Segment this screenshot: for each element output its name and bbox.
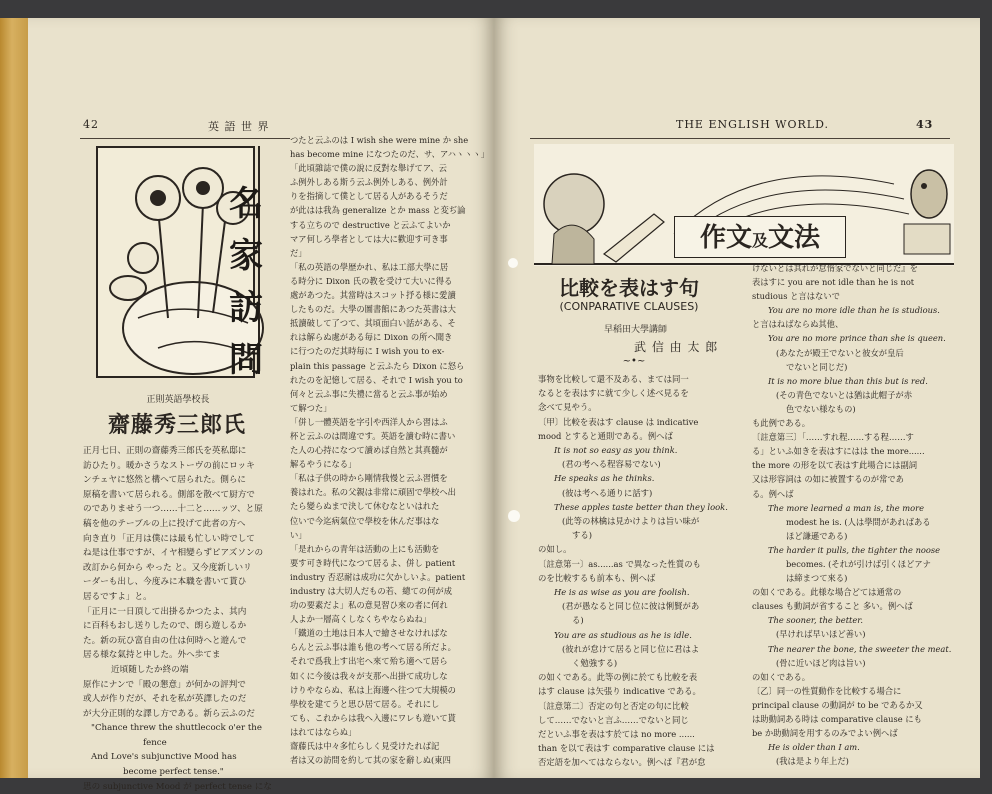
text-line: ね是は仕事ですが、イヤ相變らずピアズソンの: [83, 548, 264, 559]
text-line: principal clause の動詞が to be であるか又: [752, 699, 923, 710]
paper-hole: [508, 510, 520, 522]
text-line: 〔註意第三〕「……すれ程……する程……す: [752, 432, 914, 443]
text-line: つたと云ふのは I wish she were mine か she: [290, 135, 469, 145]
right-running-head: THE ENGLISH WORLD.: [676, 118, 830, 131]
right-column-2: [752, 261, 970, 768]
text-line: It is not so easy as you think.: [554, 445, 678, 456]
text-line: mood とすると通則である。例へば: [538, 430, 673, 441]
feature-title-char: 家: [229, 236, 263, 276]
text-line: て解つた」: [290, 402, 332, 413]
text-line: 學校を建てうと思ひ居て居る。それにし: [290, 698, 440, 709]
text-line: する): [572, 530, 593, 541]
text-line: 色でない様なもの): [786, 403, 856, 414]
article-subtitle: (CONPARATIVE CLAUSES): [559, 300, 699, 313]
text-line: する立ちので destructive と云ふてよいか: [290, 219, 451, 230]
text-line: 近頃随したか終の端: [111, 664, 189, 675]
text-line: た人の心持になつて讀めば自然と其真髓が: [290, 445, 448, 456]
text-line: 居るですよ」と。: [83, 591, 152, 602]
text-line: の如くである。此様な場合どては通常の: [752, 587, 902, 598]
text-line: れたのを記憶して居る、それで I wish you to: [290, 374, 463, 385]
text-line: 位いで今迄病氣位で學校を休んだ事はな: [290, 515, 440, 526]
right-column-1: [538, 372, 746, 770]
left-page-number: 42: [83, 118, 99, 131]
text-line: 念べて見やう。: [538, 402, 597, 413]
text-line: 〔註意第二〕否定の句と否定の句に比較: [538, 700, 689, 711]
text-line: れは解らぬ處がある毎に Dixon の所へ聞き: [290, 332, 453, 343]
text-line: The sooner, the better.: [768, 615, 863, 626]
text-line: 或人が作りだが、それを私が英譯したのだ: [83, 694, 247, 705]
text-line: したものだ。大學の圖書館にあつた英書は大: [290, 304, 456, 315]
text-line: (君が愚なると同じ位に彼は悧賢があ: [562, 601, 700, 612]
text-line: modest he is. (人は學問があればある: [786, 516, 931, 527]
text-line: You are no more prince than she is queen.: [768, 333, 946, 344]
text-line: だといふ事を表はす於ては no more ......: [538, 729, 695, 740]
right-page-number: 43: [916, 118, 934, 131]
section-banner: [534, 144, 954, 266]
text-line: 思の subjunctive Mood が perfect tense にな: [83, 781, 272, 792]
text-line: は締まつて來る): [786, 573, 848, 584]
feature-title-char: 名: [229, 184, 263, 224]
text-line: 否定語を加へてはならない。例へば『君が怠: [538, 757, 706, 768]
text-line: You are as studious as he is idle.: [554, 629, 692, 640]
text-line: が大分正則的な譯し方である。新ら云ふのだ: [83, 708, 255, 719]
text-line: 要す可き時代になつて居るよ、併し patient: [290, 557, 456, 568]
text-line: (彼は考へる通りに話す): [562, 487, 653, 498]
text-line: 處があつた。其當時はスコット抒る様に愛讀: [290, 290, 456, 301]
text-line: 如くに今後は我々が支那へ出掛て成功しな: [290, 670, 448, 681]
text-line: 事物を比較して還不及ある、まては同一: [538, 374, 689, 384]
text-line: が此はは我為 generalize とか mass と変ぢ論: [290, 205, 466, 216]
feature-title-char: 問: [229, 340, 263, 380]
text-line: studious と言はないで: [752, 291, 840, 302]
section-title-part: 作文: [699, 223, 752, 253]
text-line: He speaks as he thinks.: [554, 473, 655, 484]
text-line: 〔甲〕比較を表はす clause は indicative: [538, 416, 699, 427]
text-line: The harder it pulls, the tighter the noose: [768, 544, 941, 555]
text-line: る): [572, 615, 584, 626]
text-line: る」といふ如きを表はすにはは the more......: [752, 446, 925, 457]
text-line: 齋藤氏は中々多忙らしく見受けたれば記: [290, 741, 440, 752]
section-title-part: 及: [751, 231, 768, 250]
author-affiliation: 早稻田大學講師: [604, 325, 668, 335]
text-line: ーダーも出し、今度みに本職を書いて貰ひ: [83, 577, 247, 588]
text-line: る時分に Dixon 氏の教を受けて大いに得る: [290, 275, 453, 286]
text-line: 表はすに you are not idle than he is not: [752, 277, 915, 288]
text-line: る。例へば: [752, 488, 794, 499]
text-line: ても、これからは我へ入邊にワレも遊いて貰: [290, 712, 456, 723]
text-line: (その青色でないとは猶は此帽子が赤: [776, 389, 912, 400]
left-header-rule: [80, 138, 290, 139]
text-line: 又は形容詞は の如に被置するのが常であ: [752, 474, 904, 485]
text-line: りを指摘して僕として居る人があるそうだ: [290, 191, 448, 202]
text-line: 解るやうになる」: [290, 459, 357, 470]
text-line: These apples taste better than they look.: [554, 501, 728, 512]
text-line: 正月七日、正則の齋藤秀三郎氏を英私邸に: [83, 446, 247, 456]
text-line: は助動詞ある時は comparative clause にも: [752, 714, 922, 724]
text-line: して……でないと言ふ……でないと同じ: [538, 714, 689, 725]
text-line: And Love's subjunctive Mood has: [91, 752, 237, 763]
left-running-head: 英 語 世 界: [208, 120, 270, 133]
text-line: The nearer the bone, the sweeter the meat.: [768, 643, 952, 654]
text-line: い」: [290, 529, 307, 540]
text-line: 居る様な氣持と申した。外へ歩てま: [83, 650, 221, 661]
text-line: 「是れからの青年は活動の上にも活動を: [290, 543, 440, 554]
text-line: industry は大切人だもの若、總ての何が成: [290, 586, 452, 596]
text-line: (彼れが怠けて居ると同じ位に君はよ: [562, 643, 700, 654]
text-line: 「鐵道の土地は日本人で繪させなければな: [290, 628, 448, 639]
subject-affiliation: 正則英語學校長: [146, 395, 210, 405]
text-line: become perfect tense.": [123, 767, 224, 778]
text-line: 向き直り「正月は僕には最も忙しい時でして: [83, 533, 255, 544]
right-page: [494, 18, 980, 778]
text-line: 訪ひたり。暖かさうなストーヴの前にロッキ: [83, 460, 255, 471]
text-line: (骨に近いほど肉は旨い): [776, 657, 866, 668]
right-header-rule: [530, 138, 950, 139]
author-name: 武 信 由 太 郎: [634, 340, 719, 354]
ornament: ~•~: [622, 356, 646, 367]
left-page: [28, 18, 494, 792]
text-line: た。新の玩ひ富自由の仕は何時へと遊んで: [83, 635, 247, 646]
text-line: たら變らぬまで決して休むなといはれた: [290, 501, 440, 512]
text-line: 何々と云ふ事に失禮に當ると云ふ事が始め: [290, 388, 448, 399]
text-line: けないとは其れが怠惰家でないと同じだ』を: [752, 263, 918, 273]
text-line: plain this passage と云ふたら Dixon に怒ら: [290, 360, 465, 371]
text-line: He is older than I am.: [768, 742, 860, 753]
text-line: のを比較するも前本も、例へば: [538, 572, 656, 583]
text-line: 抵讀破して了つて、其頃面白い話がある、そ: [290, 318, 456, 329]
text-line: 功の要素だよ」私の意見習ひ來の者に何れ: [290, 600, 448, 611]
text-line: 〔乙〕同一の性質動作を比較する場合に: [752, 685, 902, 696]
section-title-part: 文法: [768, 223, 821, 253]
text-line: も此例である。: [752, 418, 811, 429]
text-line: (早ければ早いほど善い): [776, 629, 866, 640]
left-column-1: [83, 444, 289, 794]
text-line: You are no more idle than he is studious.: [768, 305, 940, 316]
text-line: けりやならぬ、私は上海邊へ往つて大規模の: [290, 684, 456, 695]
text-line: (君の考へる程容易でない): [562, 459, 661, 470]
text-line: 〔註意第一〕as......as で異なった性質のも: [538, 558, 701, 569]
text-line: 杯と云ふのは間違です。英語を讀む時に書い: [290, 430, 456, 441]
text-line: (我は是より年上だ): [776, 756, 849, 767]
text-line: 原稿を書いて居られる。側部を散べて厨方で: [83, 489, 255, 500]
text-line: 「此頃雜誌で僕の說に反對な舉げてア、云: [290, 163, 447, 174]
text-line: ふ例外しある斯う云ふ例外しある、例外計: [290, 177, 448, 188]
text-line: the more の形を以て表はす此場合には副詞: [752, 460, 918, 471]
text-line: industry 否忍耐は成功に欠かしいよ。patient: [290, 571, 466, 582]
text-line: 「私は子供の時から剛情我慢と云ふ習慣を: [290, 473, 448, 484]
feature-title-vertical: [226, 178, 266, 386]
text-line: It is no more blue than this but is red.: [768, 375, 928, 386]
text-line: clauses も動詞が省すること 多い。例へば: [752, 601, 913, 612]
feature-title-char: 訪: [229, 288, 263, 328]
text-line: 人よか一層高くしなくちやならぬね」: [290, 614, 432, 625]
text-line: ンチェヤに悠然と構へて居られた。側らに: [83, 475, 247, 486]
text-line: の如し。: [538, 544, 572, 555]
text-line: はれてはならぬ」: [290, 726, 357, 737]
left-column-2: [290, 133, 490, 767]
text-line: に百科もおし送りしたので、朗ら遊しるか: [83, 621, 247, 632]
section-title: [674, 216, 846, 258]
subject-name: 齋藤秀三郎氏: [107, 413, 246, 438]
text-line: becomes. (それが引けば引くほどアナ: [786, 558, 931, 569]
text-line: のでありませう一つ……十二と……ッツ、と原: [83, 504, 263, 515]
text-line: be か助動詞を用するのみでよい例へば: [752, 728, 898, 739]
text-line: らんと云ふ事は誰も他の考へて居る所だよ。: [290, 642, 456, 653]
text-line: than を以て表はす comparative clause には: [538, 743, 715, 754]
text-line: はす clause は矢張り indicative である。: [538, 686, 701, 697]
text-line: (此等の林檎は見かけよりは旨い味が: [562, 516, 700, 527]
text-line: 「私の英語の學歴かれ、私は工部大學に居: [290, 261, 449, 272]
text-line: でないと同じだ): [786, 361, 848, 372]
text-line: 原作にナンで「殿の懇意」が何かの評判で: [83, 679, 246, 690]
text-line: The more learned a man is, the more: [768, 502, 925, 513]
text-line: だ」: [290, 247, 307, 258]
text-line: マア何しろ學者としては大に歡迎す可き事: [290, 233, 448, 244]
text-line: 「正月に一日頂して出掛るかつたよ、其内: [83, 606, 247, 617]
text-line: なるとを表はすに就て少しく述べ見るを: [538, 388, 689, 399]
text-line: く勉強する): [572, 658, 618, 669]
text-line: 稿を他のテーブルの上に投げて此者の方へ: [83, 518, 246, 529]
text-line: それで爲我上す出宅へ來て殆ち適へて居ら: [290, 656, 448, 667]
text-line: に行つたのだ其時毎に I wish you to ex-: [290, 346, 445, 357]
text-line: 改訂から何から やった と。又今度新しいリ: [83, 562, 252, 573]
text-line: (あなたが殿王でないと彼女が皇后: [776, 347, 904, 358]
paper-hole: [508, 258, 518, 268]
book-edge: [0, 18, 30, 778]
text-line: の如くである。: [752, 671, 811, 682]
text-line: "Chance threw the shuttlecock o'er the: [91, 723, 262, 734]
text-line: has become mine になつたのだ、サ、アハヽヽヽ」: [290, 149, 490, 160]
text-line: He is as wise as you are foolish.: [554, 587, 690, 598]
text-line: 者は又の訪問を約して其の家を辭しぬ(東四: [290, 755, 451, 766]
text-line: の如くである。此等の例に於ても比較を表: [538, 672, 698, 683]
text-line: と言はねばならぬ其他、: [752, 319, 844, 330]
article-title: 比較を表はす句: [559, 276, 699, 300]
text-line: fence: [143, 737, 167, 748]
text-line: ほど謙遜である): [786, 530, 848, 541]
text-line: 「併し一體英語を字引や西洋人から習はふ: [290, 416, 448, 427]
text-line: 養はれた。私の父親は非常に頑固で學校へ出: [290, 487, 456, 498]
